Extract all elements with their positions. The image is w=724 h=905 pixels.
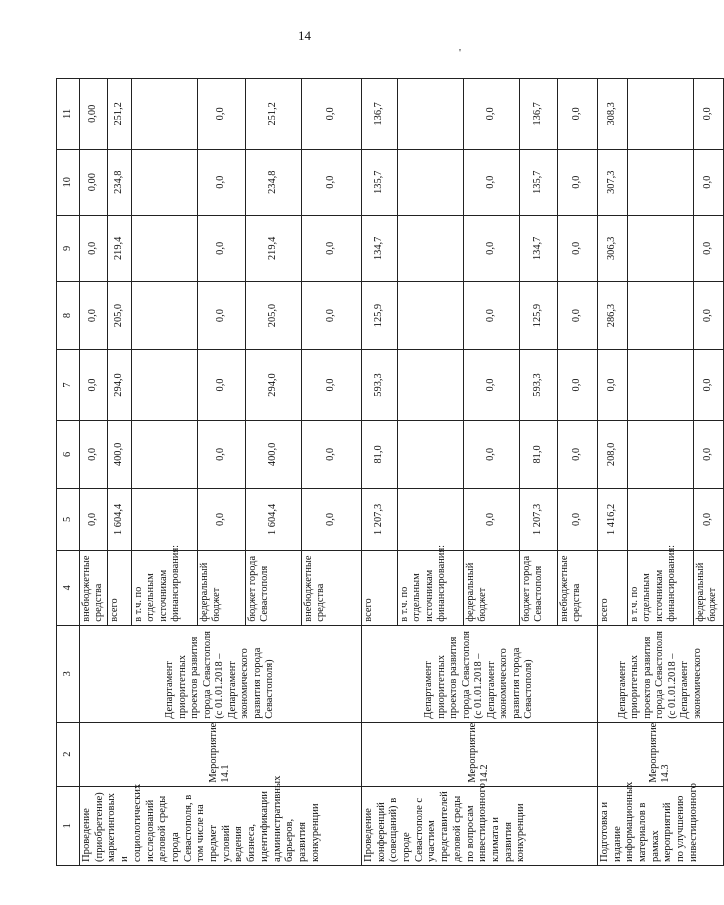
value-cell: 0,0 (693, 350, 723, 421)
executor: Департамент приоритетных проектов развития города Севастополя (с 01.01.2018 – Департамент экономического развития города Севастополя) (80, 625, 362, 722)
value-cell: 593,3 (361, 350, 397, 421)
value-cell: 1 416,2 (597, 489, 627, 551)
event-id: Мероприятие 14.1 (80, 722, 362, 786)
value-cell: 234,8 (107, 149, 131, 215)
value-cell (131, 350, 197, 421)
stray-mark: ' (459, 47, 461, 59)
column-number: 4 (57, 550, 80, 625)
table-body (57, 79, 724, 866)
value-cell: 205,0 (107, 281, 131, 349)
event-id: Мероприятие 14.2 (361, 722, 597, 786)
column-number-row (57, 79, 80, 866)
value-cell: 0,0 (80, 281, 108, 349)
value-cell: 125,9 (361, 281, 397, 349)
funding-source: в т.ч. по отдельным источникам финансирования: (627, 550, 693, 625)
value-cell: 251,2 (245, 79, 301, 150)
value-cell: 0,0 (693, 420, 723, 488)
table-row (80, 79, 108, 866)
value-cell (397, 489, 463, 551)
value-cell: 0,0 (693, 215, 723, 281)
value-cell: 0,0 (197, 215, 245, 281)
value-cell (627, 281, 693, 349)
value-cell (627, 489, 693, 551)
value-cell: 0,0 (557, 489, 597, 551)
value-cell: 0,0 (463, 149, 519, 215)
column-number: 3 (57, 625, 80, 722)
value-cell: 0,0 (197, 149, 245, 215)
value-cell: 0,0 (197, 281, 245, 349)
value-cell: 0,0 (301, 149, 361, 215)
value-cell: 251,2 (107, 79, 131, 150)
value-cell: 0,0 (463, 350, 519, 421)
value-cell: 0,0 (197, 350, 245, 421)
value-cell: 0,0 (80, 420, 108, 488)
value-cell: 1 604,4 (245, 489, 301, 551)
value-cell (131, 215, 197, 281)
value-cell: 593,3 (519, 350, 557, 421)
value-cell (131, 281, 197, 349)
event-id: Мероприятие 14.3 (597, 722, 723, 786)
funding-source: внебюджетные средства (557, 550, 597, 625)
rotated-table-wrapper (56, 78, 719, 866)
value-cell: 286,3 (597, 281, 627, 349)
funding-source: бюджет города Севастополя (245, 550, 301, 625)
value-cell: 81,0 (361, 420, 397, 488)
value-cell: 0,0 (693, 281, 723, 349)
value-cell: 0,0 (197, 79, 245, 150)
value-cell: 0,0 (301, 281, 361, 349)
value-cell: 0,00 (80, 149, 108, 215)
value-cell: 0,0 (80, 350, 108, 421)
value-cell (131, 149, 197, 215)
value-cell: 0,0 (463, 79, 519, 150)
funding-source: внебюджетные средства (301, 550, 361, 625)
column-number: 6 (57, 420, 80, 488)
value-cell (397, 420, 463, 488)
funding-source: всего (107, 550, 131, 625)
value-cell (397, 350, 463, 421)
value-cell (131, 420, 197, 488)
value-cell: 0,0 (693, 489, 723, 551)
value-cell (397, 149, 463, 215)
value-cell: 135,7 (519, 149, 557, 215)
value-cell: 0,0 (597, 350, 627, 421)
value-cell (627, 420, 693, 488)
executor: Департамент приоритетных проектов развития города Севастополя (с 01.01.2018 – Департамент экономического (597, 625, 723, 722)
column-number: 10 (57, 149, 80, 215)
value-cell: 1 604,4 (107, 489, 131, 551)
funding-source: федеральный бюджет (693, 550, 723, 625)
value-cell: 134,7 (361, 215, 397, 281)
value-cell: 0,0 (693, 149, 723, 215)
value-cell: 306,3 (597, 215, 627, 281)
value-cell: 0,0 (80, 215, 108, 281)
value-cell: 136,7 (361, 79, 397, 150)
table-row (597, 79, 627, 866)
row-description: Подготовка и издание информационных материалов в рамках мероприятий по улучшению инвестиционного (597, 786, 723, 865)
value-cell (131, 79, 197, 150)
value-cell: 125,9 (519, 281, 557, 349)
executor: Департамент приоритетных проектов развития города Севастополя (с 01.01.2018 – Департамент экономического развития города Севастополя) (361, 625, 597, 722)
funding-source: в т.ч. по отдельным источникам финансирования: (397, 550, 463, 625)
value-cell: 0,0 (197, 420, 245, 488)
column-number: 1 (57, 786, 80, 865)
column-number: 11 (57, 79, 80, 150)
value-cell (397, 215, 463, 281)
value-cell (627, 215, 693, 281)
funding-source: федеральный бюджет (463, 550, 519, 625)
funding-source: бюджет города Севастополя (519, 550, 557, 625)
value-cell: 0,0 (301, 489, 361, 551)
row-description: Проведение конференций (совещаний) в городе Севастополе с участием представителей деловой среды по вопросам инвестиционного климата и развития конкуренции (361, 786, 597, 865)
value-cell: 0,0 (197, 489, 245, 551)
value-cell (131, 489, 197, 551)
value-cell (627, 79, 693, 150)
value-cell: 0,0 (80, 489, 108, 551)
value-cell: 0,0 (463, 215, 519, 281)
value-cell (627, 149, 693, 215)
value-cell: 219,4 (107, 215, 131, 281)
funding-source: федеральный бюджет (197, 550, 245, 625)
funding-source: в т.ч. по отдельным источникам финансирования: (131, 550, 197, 625)
column-number: 7 (57, 350, 80, 421)
financing-table (56, 78, 724, 866)
value-cell: 0,0 (301, 420, 361, 488)
value-cell: 0,0 (557, 281, 597, 349)
funding-source: всего (597, 550, 627, 625)
value-cell: 0,0 (301, 79, 361, 150)
value-cell: 234,8 (245, 149, 301, 215)
value-cell: 0,0 (557, 149, 597, 215)
value-cell: 0,0 (557, 420, 597, 488)
row-description: Проведение (приобретение) маркетинговых и социологических исследований деловой среды города Севастополя, в том числе на предмет условий ведения бизнеса, идентификации административных барьеров, развития конкуренции (80, 786, 362, 865)
value-cell: 1 207,3 (519, 489, 557, 551)
column-number: 2 (57, 722, 80, 786)
funding-source: внебюджетные средства (80, 550, 108, 625)
value-cell: 0,0 (557, 215, 597, 281)
value-cell: 81,0 (519, 420, 557, 488)
value-cell: 0,0 (463, 489, 519, 551)
value-cell: 0,0 (463, 420, 519, 488)
value-cell: 219,4 (245, 215, 301, 281)
value-cell: 0,0 (693, 79, 723, 150)
value-cell: 135,7 (361, 149, 397, 215)
table-row (361, 79, 397, 866)
value-cell: 0,0 (463, 281, 519, 349)
column-number: 8 (57, 281, 80, 349)
value-cell (397, 79, 463, 150)
column-number: 5 (57, 489, 80, 551)
value-cell: 0,0 (557, 350, 597, 421)
value-cell: 208,0 (597, 420, 627, 488)
value-cell: 400,0 (107, 420, 131, 488)
value-cell (627, 350, 693, 421)
value-cell: 0,0 (301, 215, 361, 281)
value-cell: 307,3 (597, 149, 627, 215)
value-cell: 0,0 (557, 79, 597, 150)
value-cell (397, 281, 463, 349)
value-cell: 308,3 (597, 79, 627, 150)
value-cell: 0,00 (80, 79, 108, 150)
funding-source: всего (361, 550, 397, 625)
value-cell: 294,0 (245, 350, 301, 421)
value-cell: 1 207,3 (361, 489, 397, 551)
value-cell: 294,0 (107, 350, 131, 421)
value-cell: 136,7 (519, 79, 557, 150)
value-cell: 205,0 (245, 281, 301, 349)
value-cell: 0,0 (301, 350, 361, 421)
value-cell: 134,7 (519, 215, 557, 281)
value-cell: 400,0 (245, 420, 301, 488)
page-number: 14 (298, 28, 311, 43)
column-number: 9 (57, 215, 80, 281)
